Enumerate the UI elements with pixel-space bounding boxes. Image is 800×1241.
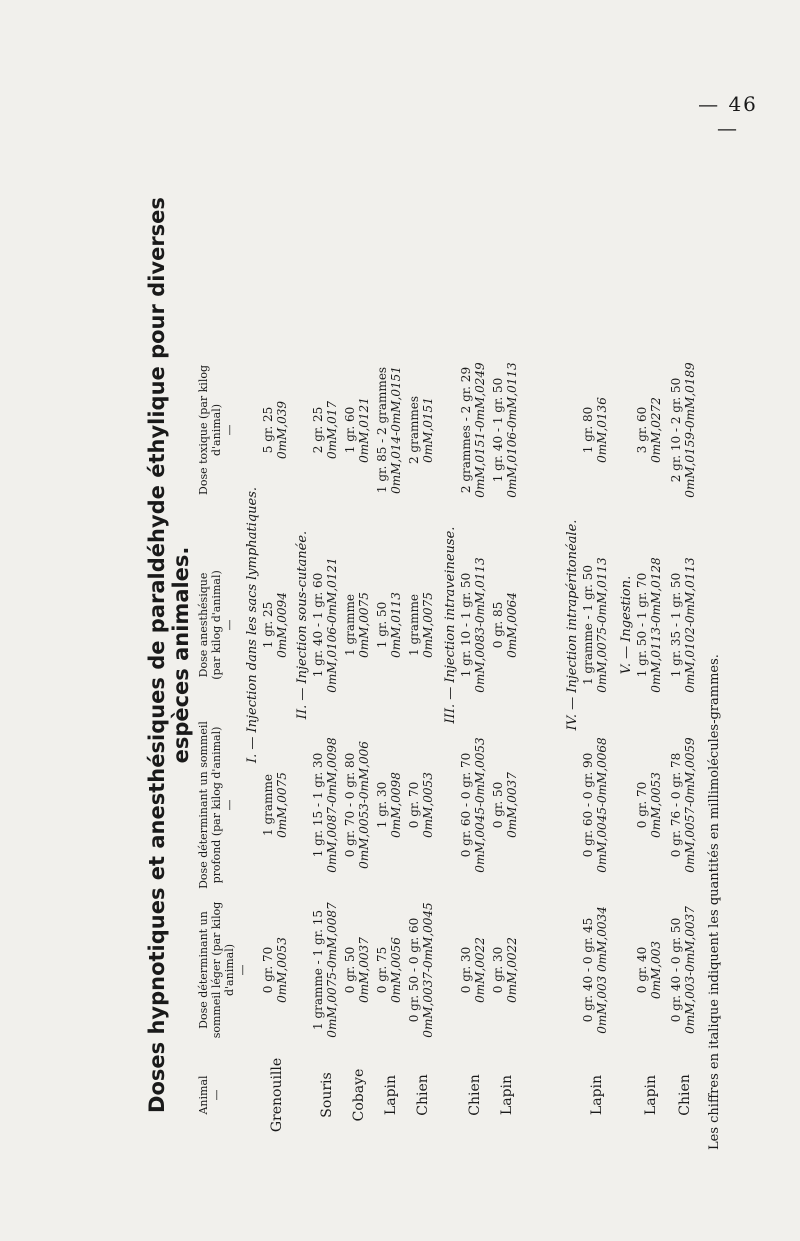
- dose-grams: 0 gr. 85: [491, 601, 505, 649]
- dose-grams: 0 gr. 70: [261, 946, 275, 994]
- cell-toxique: [311, 330, 339, 530]
- dose-millimoles: 0mM,0037-0mM,0045: [421, 902, 435, 1038]
- dose-millimoles: 0mM,003-0mM,0037: [683, 906, 697, 1034]
- cell-leger: [669, 895, 697, 1045]
- cell-profond: [581, 720, 609, 890]
- header-profond-dash: —: [223, 799, 236, 811]
- table-row: [459, 160, 493, 1150]
- dose-millimoles: 0mM,003: [649, 940, 663, 1000]
- dose-grams: 1 gr. 35 - 1 gr. 50: [669, 572, 683, 678]
- cell-leger: [343, 895, 371, 1045]
- cell-toxique: [491, 330, 519, 530]
- dose-grams: 1 gr. 60: [343, 406, 357, 454]
- cell-toxique: [343, 330, 371, 530]
- cell-profond: [669, 720, 697, 890]
- animal-name: Lapin: [589, 1074, 605, 1116]
- cell-leger: [635, 895, 663, 1045]
- header-anesth-label: Dose anesthésique (par kilog d'animal): [197, 570, 223, 680]
- cell-toxique: [459, 330, 487, 530]
- dose-millimoles: 0mM,0064: [505, 592, 519, 658]
- dose-millimoles: 0mM,0037: [505, 772, 519, 838]
- header-profond-label: Dose déterminant un sommeil profond (par kilog d'animal): [197, 721, 223, 889]
- dose-millimoles: 0mM,0272: [649, 397, 663, 463]
- header-animal-dash: —: [210, 1089, 223, 1101]
- dose-grams: 0 gr. 50: [343, 946, 357, 994]
- dose-grams: 1 gramme: [407, 594, 421, 656]
- dose-millimoles: 0mM,0094: [275, 592, 289, 658]
- dose-millimoles: 0mM,003 0mM,0034: [595, 906, 609, 1034]
- cell-anesth: [635, 525, 663, 725]
- dose-grams: 2 grammes: [407, 395, 421, 465]
- dose-millimoles: 0mM,0083-0mM,0113: [473, 557, 487, 693]
- dose-grams: 1 gr. 40 - 1 gr. 50: [491, 377, 505, 483]
- dose-grams: 0 gr. 50: [491, 781, 505, 829]
- dose-grams: 2 gr. 10 - 2 gr. 50: [669, 377, 683, 483]
- dose-grams: 0 gr. 40 - 0 gr. 45: [581, 917, 595, 1023]
- dose-millimoles: 0mM,0151: [421, 397, 435, 463]
- dose-millimoles: 0mM,0053: [649, 772, 663, 838]
- header-animal-label: Animal: [197, 1075, 210, 1115]
- dose-millimoles: 0mM,0075-0mM,0113: [595, 557, 609, 693]
- table-sheet-continued: [565, 160, 800, 1150]
- dose-grams: 1 gr. 85 - 2 grammes: [375, 366, 389, 494]
- cell-anesth: [261, 525, 289, 725]
- page-number: — 46 —: [698, 92, 758, 140]
- header-profond: [197, 720, 236, 890]
- dose-grams: 2 gr. 25: [311, 406, 325, 454]
- table-row: [669, 160, 703, 1150]
- cell-anesth: [459, 525, 487, 725]
- section-label: II. — Injection sous-cutanée.: [295, 530, 310, 720]
- table-title: [145, 160, 193, 1150]
- cell-anesth: [311, 525, 339, 725]
- dose-millimoles: 0mM,0121: [357, 397, 371, 463]
- cell-profond: [343, 720, 371, 890]
- section-label: III. — Injection intraveineuse.: [443, 526, 458, 724]
- dose-grams: 0 gr. 60 - 0 gr. 70: [459, 752, 473, 858]
- section-label: I. — Injection dans les sacs lymphatiques.: [245, 487, 260, 764]
- cell-toxique: [669, 330, 697, 530]
- cell-anesth: [343, 525, 371, 725]
- dose-millimoles: 0mM,0113-0mM,0128: [649, 557, 663, 693]
- dose-millimoles: 0mM,0037: [357, 937, 371, 1003]
- cell-anesth: [407, 525, 435, 725]
- header-animal: [197, 1040, 223, 1150]
- cell-profond: [635, 720, 663, 890]
- dose-grams: 0 gr. 30: [459, 946, 473, 994]
- cell-toxique: [261, 330, 289, 530]
- dose-millimoles: 0mM,0106-0mM,0121: [325, 557, 339, 693]
- dose-grams: 0 gr. 70: [635, 781, 649, 829]
- dose-millimoles: 0mM,0113: [389, 592, 403, 658]
- dose-grams: 2 grammes - 2 gr. 29: [459, 366, 473, 494]
- dose-grams: 1 gr. 50 - 1 gr. 70: [635, 572, 649, 678]
- dose-millimoles: 0mM,0075-0mM,0087: [325, 902, 339, 1038]
- header-leger-dash: —: [236, 964, 249, 976]
- animal-name: Lapin: [383, 1074, 399, 1116]
- dose-grams: 0 gr. 76 - 0 gr. 78: [669, 752, 683, 858]
- dose-millimoles: 0mM,0053: [275, 937, 289, 1003]
- dose-grams: 1 gr. 15 - 1 gr. 30: [311, 752, 325, 858]
- cell-profond: [407, 720, 435, 890]
- dose-millimoles: 0mM,0136: [595, 397, 609, 463]
- title-line-1: Doses hypnotiques et anesthésiques de paraldéhyde éthylique pour diverses: [145, 197, 169, 1113]
- animal-name: Chien: [415, 1074, 431, 1116]
- section-label: IV. — Injection intrapéritonéale.: [565, 519, 580, 731]
- header-leger-label: Dose déterminant un sommeil léger (par kilog d'animal): [197, 901, 236, 1039]
- dose-grams: 0 gr. 30: [491, 946, 505, 994]
- dose-grams: 1 gr. 40 - 1 gr. 60: [311, 572, 325, 678]
- dose-grams: 1 gr. 10 - 1 gr. 50: [459, 572, 473, 678]
- dose-grams: 1 gr. 30: [375, 781, 389, 829]
- cell-profond: [311, 720, 339, 890]
- animal-name: Lapin: [643, 1074, 659, 1116]
- table-row: [343, 160, 377, 1150]
- dose-millimoles: 0mM,0151-0mM,0249: [473, 362, 487, 498]
- footnote: Les chiffres en italique indiquent les quantités en millimolécules-grammes.: [707, 654, 722, 1150]
- table-sheet: [145, 160, 565, 1150]
- header-anesth: [197, 560, 236, 690]
- dose-millimoles: 0mM,0022: [473, 937, 487, 1003]
- dose-grams: 1 gr. 80: [581, 406, 595, 454]
- dose-grams: 0 gr. 75: [375, 946, 389, 994]
- cell-profond: [459, 720, 487, 890]
- table-row: [407, 160, 441, 1150]
- dose-millimoles: 0mM,017: [325, 400, 339, 460]
- dose-grams: 0 gr. 40: [635, 946, 649, 994]
- animal-name: Lapin: [499, 1074, 515, 1116]
- dose-grams: 0 gr. 70 - 0 gr. 80: [343, 752, 357, 858]
- header-anesth-dash: —: [223, 619, 236, 631]
- cell-leger: [261, 895, 289, 1045]
- section-label: V. — Ingestion.: [619, 575, 634, 675]
- cell-profond: [261, 720, 289, 890]
- header-toxique: [197, 365, 236, 495]
- dose-millimoles: 0mM,0053-0mM,006: [357, 741, 371, 869]
- animal-name: Souris: [319, 1072, 335, 1118]
- dose-millimoles: 0mM,0075: [357, 592, 371, 658]
- dose-millimoles: 0mM,0159-0mM,0189: [683, 362, 697, 498]
- table-row: [375, 160, 409, 1150]
- dose-millimoles: 0mM,0057-0mM,0059: [683, 737, 697, 873]
- table-row: [311, 160, 345, 1150]
- cell-leger: [459, 895, 487, 1045]
- cell-anesth: [581, 525, 609, 725]
- dose-grams: 1 gramme: [261, 774, 275, 836]
- cell-toxique: [375, 330, 403, 530]
- animal-name: Chien: [467, 1074, 483, 1116]
- cell-anesth: [669, 525, 697, 725]
- dose-grams: 0 gr. 70: [407, 781, 421, 829]
- dose-millimoles: 0mM,0098: [389, 772, 403, 838]
- dose-millimoles: 0mM,0087-0mM,0098: [325, 737, 339, 873]
- cell-toxique: [581, 330, 609, 530]
- header-toxique-dash: —: [223, 424, 236, 436]
- dose-millimoles: 0mM,0045-0mM,0068: [595, 737, 609, 873]
- cell-leger: [375, 895, 403, 1045]
- dose-millimoles: 0mM,039: [275, 400, 289, 460]
- dose-grams: 1 gramme: [343, 594, 357, 656]
- dose-grams: 5 gr. 25: [261, 406, 275, 454]
- dose-millimoles: 0mM,0053: [421, 772, 435, 838]
- cell-anesth: [491, 525, 519, 725]
- dose-millimoles: 0mM,0075: [421, 592, 435, 658]
- cell-toxique: [635, 330, 663, 530]
- cell-toxique: [407, 330, 435, 530]
- cell-leger: [311, 895, 339, 1045]
- cell-anesth: [375, 525, 403, 725]
- cell-profond: [375, 720, 403, 890]
- dose-grams: 1 gramme - 1 gr. 50: [581, 565, 595, 686]
- dose-grams: 0 gr. 40 - 0 gr. 50: [669, 917, 683, 1023]
- dose-millimoles: 0mM,014-0mM,0151: [389, 366, 403, 494]
- title-line-2: espèces animales.: [169, 546, 193, 764]
- table-row: [491, 160, 525, 1150]
- animal-name: Chien: [677, 1074, 693, 1116]
- header-leger: [197, 895, 249, 1045]
- animal-name: Cobaye: [351, 1068, 367, 1122]
- dose-millimoles: 0mM,0075: [275, 772, 289, 838]
- dose-millimoles: 0mM,0045-0mM,0053: [473, 737, 487, 873]
- table-row: [581, 160, 615, 1150]
- dose-grams: 3 gr. 60: [635, 406, 649, 454]
- dose-grams: 0 gr. 50 - 0 gr. 60: [407, 917, 421, 1023]
- animal-name: Grenouille: [269, 1057, 285, 1133]
- table-row: [635, 160, 669, 1150]
- dose-grams: 0 gr. 60 - 0 gr. 90: [581, 752, 595, 858]
- dose-millimoles: 0mM,0106-0mM,0113: [505, 362, 519, 498]
- dose-grams: 1 gr. 50: [375, 601, 389, 649]
- cell-leger: [491, 895, 519, 1045]
- dose-grams: 1 gr. 25: [261, 601, 275, 649]
- dose-millimoles: 0mM,0056: [389, 937, 403, 1003]
- cell-leger: [581, 895, 609, 1045]
- cell-leger: [407, 895, 435, 1045]
- cell-profond: [491, 720, 519, 890]
- table-row: [261, 160, 295, 1150]
- dose-millimoles: 0mM,0102-0mM,0113: [683, 557, 697, 693]
- dose-millimoles: 0mM,0022: [505, 937, 519, 1003]
- header-toxique-label: Dose toxique (par kilog d'animal): [197, 364, 223, 495]
- dose-grams: 1 gramme - 1 gr. 15: [311, 910, 325, 1031]
